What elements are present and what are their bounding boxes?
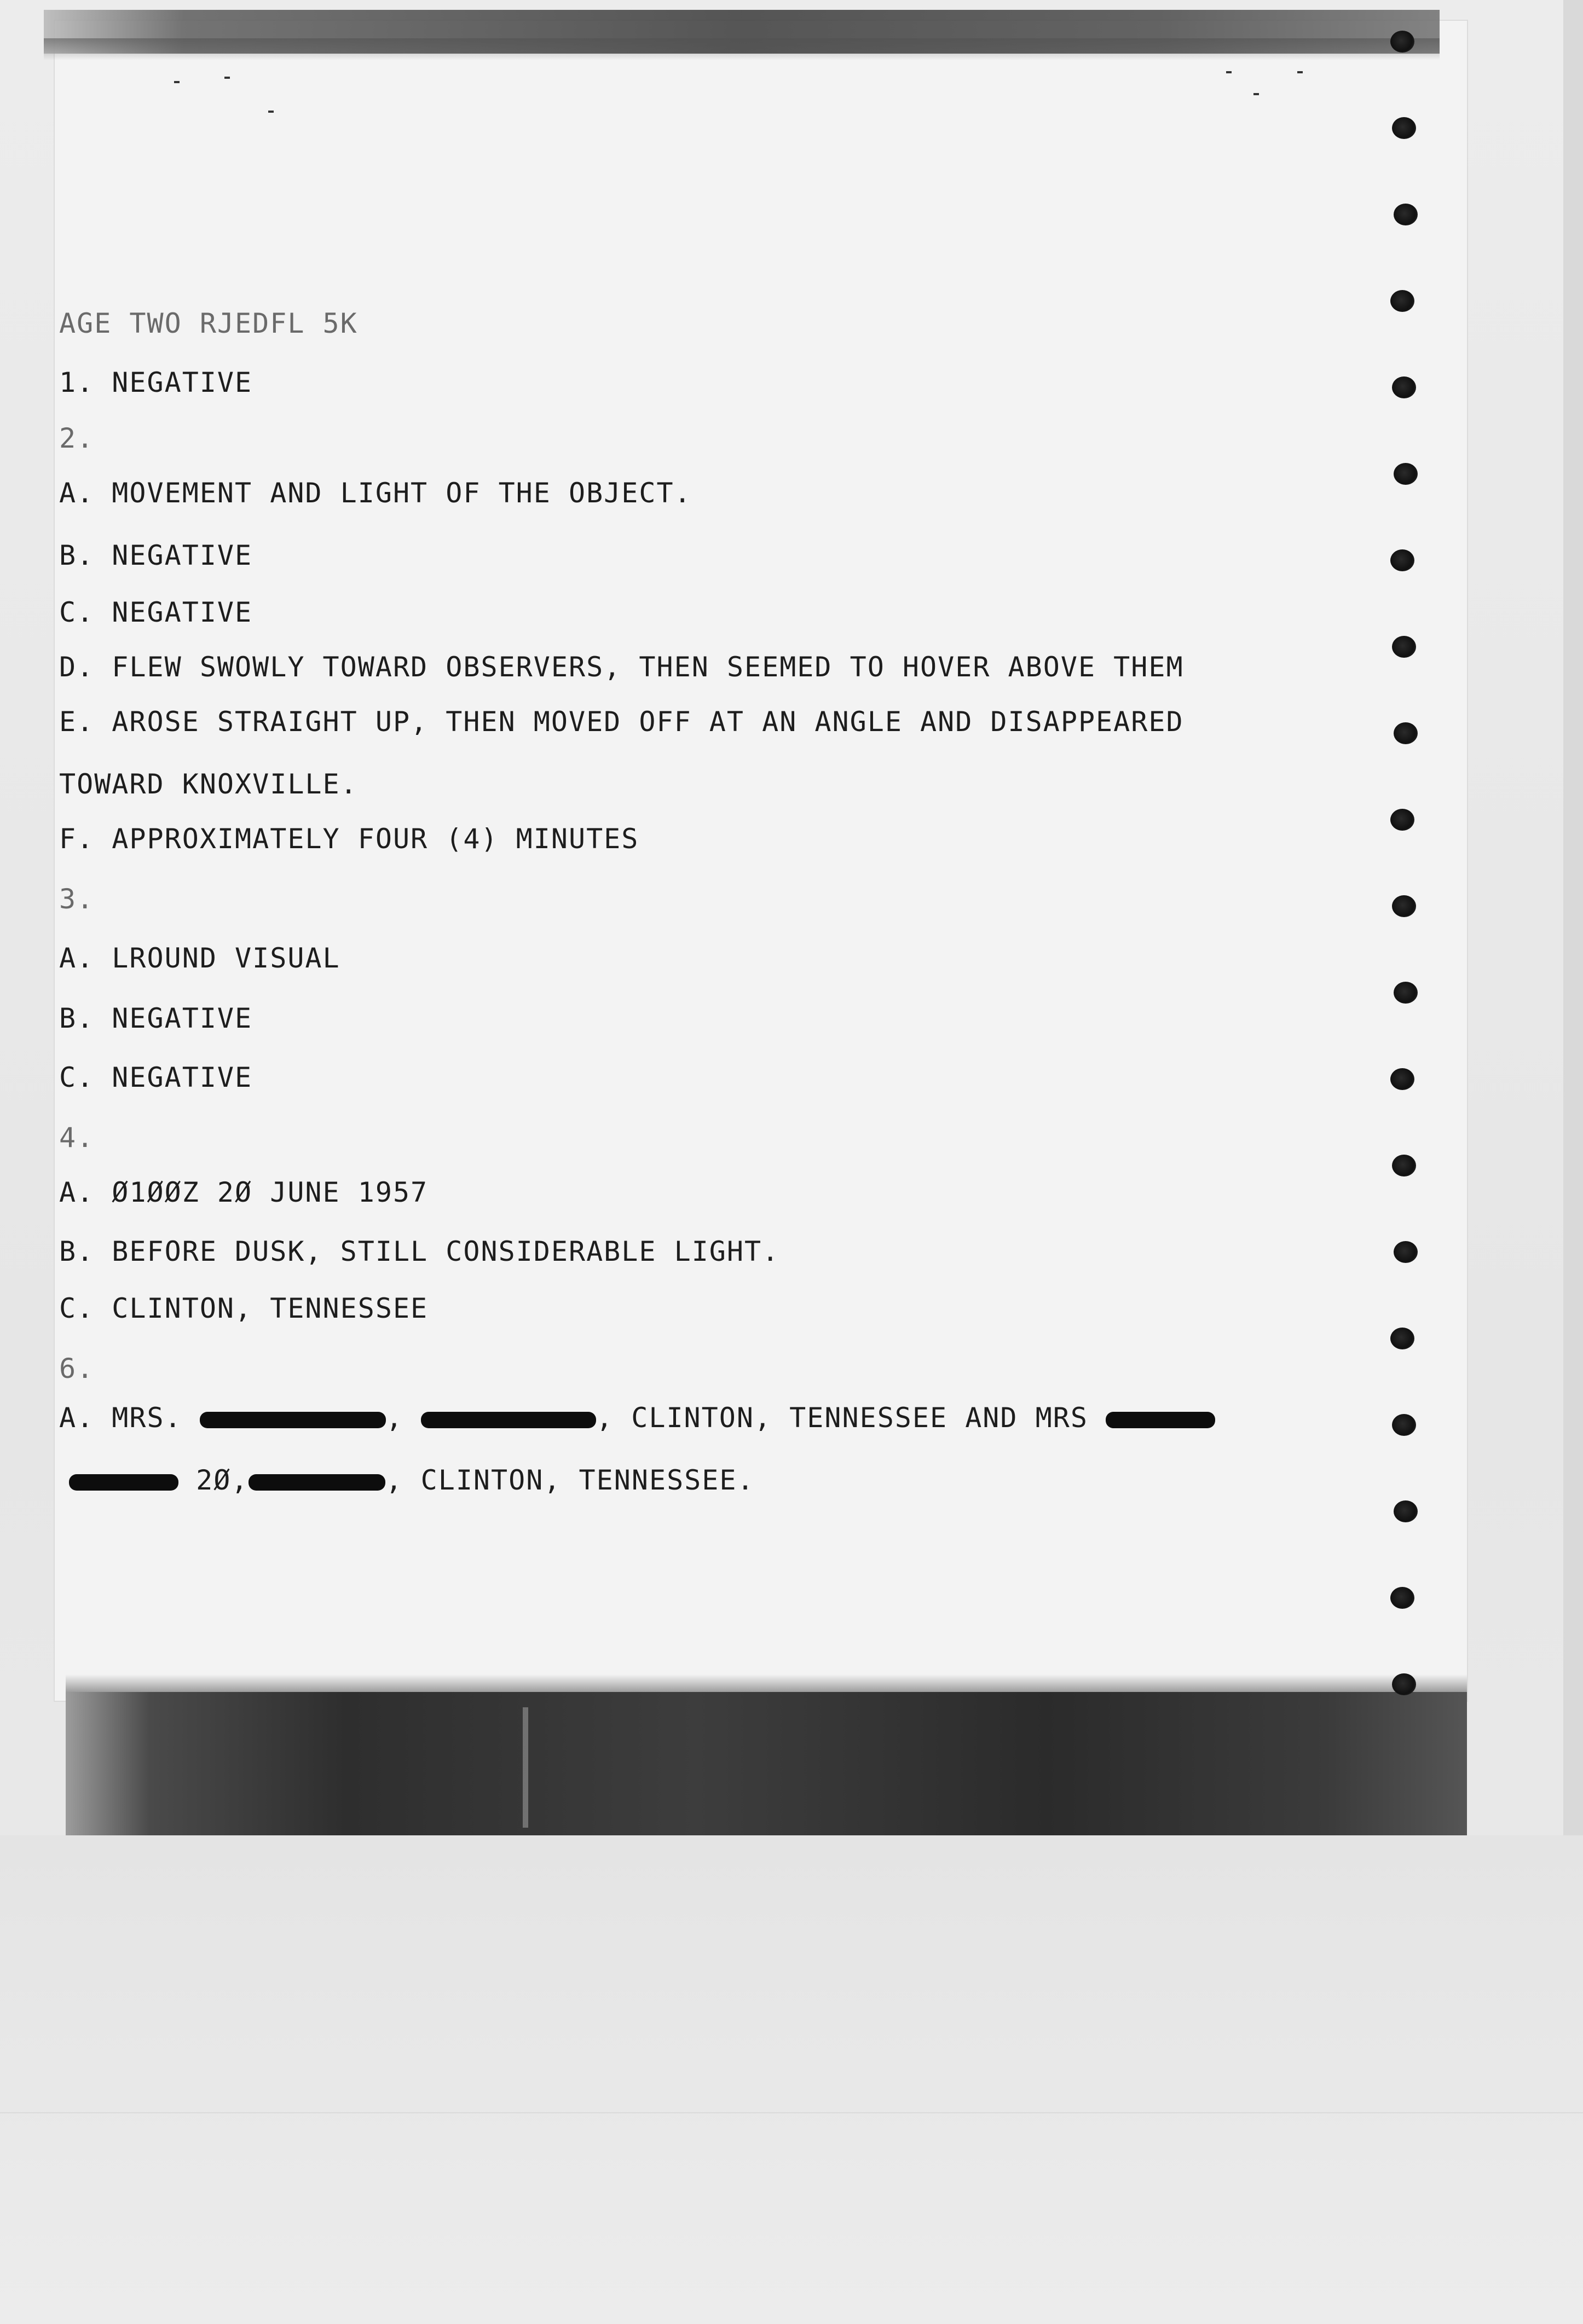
item-4: 4. (59, 1122, 95, 1154)
redaction-bar (249, 1474, 385, 1491)
speck (224, 77, 230, 79)
sprocket-hole (1394, 1500, 1418, 1522)
speck (1297, 71, 1303, 73)
speck (1226, 71, 1232, 73)
item-3: 3. (59, 883, 95, 915)
item-3b: B. NEGATIVE (59, 1002, 253, 1034)
sprocket-hole (1394, 204, 1418, 225)
witness-suffix: , CLINTON, TENNESSEE AND MRS (596, 1402, 1106, 1434)
redaction-bar (421, 1412, 596, 1428)
speck (174, 81, 180, 83)
sprocket-hole (1394, 722, 1418, 744)
sprocket-hole (1392, 636, 1416, 658)
redaction-bar (69, 1474, 178, 1491)
item-2b: B. NEGATIVE (59, 540, 253, 571)
bottom-band-streak (523, 1707, 528, 1828)
item-2d: D. FLEW SWOWLY TOWARD OBSERVERS, THEN SEEMED TO HOVER ABOVE THEM (59, 651, 1184, 683)
sprocket-hole (1394, 982, 1418, 1004)
item-6a-witness-line (59, 1404, 1215, 1432)
item-6: 6. (59, 1353, 95, 1384)
item-2e-cont: TOWARD KNOXVILLE. (59, 768, 358, 800)
fold-line (0, 2112, 1583, 2113)
lower-backing-area (0, 1835, 1583, 2324)
item-4c: C. CLINTON, TENNESSEE (59, 1293, 429, 1324)
teletype-sheet (55, 21, 1467, 1701)
witness-prefix: A. MRS. (59, 1402, 200, 1434)
sprocket-hole (1390, 1068, 1414, 1090)
redaction-bar (200, 1412, 386, 1428)
bottom-dark-band (66, 1692, 1467, 1835)
witness-separator: , (385, 1402, 421, 1434)
witness2-suffix: , CLINTON, TENNESSEE. (385, 1464, 755, 1496)
item-3c: C. NEGATIVE (59, 1062, 253, 1093)
item-4b: B. BEFORE DUSK, STILL CONSIDERABLE LIGHT. (59, 1236, 780, 1267)
speck (1253, 93, 1259, 95)
top-edge-shadow (44, 38, 1440, 60)
speck (268, 111, 274, 113)
page-header: AGE TWO RJEDFL 5K (59, 308, 358, 339)
sprocket-hole (1394, 463, 1418, 485)
sprocket-hole (1392, 895, 1416, 917)
item-2a: A. MOVEMENT AND LIGHT OF THE OBJECT. (59, 477, 692, 509)
sprocket-hole (1390, 549, 1414, 571)
item-2c: C. NEGATIVE (59, 596, 253, 628)
sprocket-hole (1390, 290, 1414, 312)
item-4a: A. Ø1ØØZ 2Ø JUNE 1957 (59, 1177, 429, 1208)
sprocket-hole (1392, 1673, 1416, 1695)
item-3a: A. LROUND VISUAL (59, 942, 340, 974)
item-1: 1. NEGATIVE (59, 367, 253, 398)
redaction-bar (1106, 1412, 1215, 1428)
item-2e: E. AROSE STRAIGHT UP, THEN MOVED OFF AT AN ANGLE AND DISAPPEARED (59, 706, 1184, 738)
item-2f: F. APPROXIMATELY FOUR (4) MINUTES (59, 823, 639, 855)
sprocket-hole (1392, 1414, 1416, 1436)
item-6a-witness-line-2 (69, 1464, 755, 1496)
witness2-middle: 2Ø, (178, 1464, 249, 1496)
item-2: 2. (59, 422, 95, 454)
sprocket-hole (1390, 809, 1414, 831)
sprocket-hole (1394, 1241, 1418, 1263)
sprocket-hole (1390, 1587, 1414, 1609)
sprocket-hole (1392, 1155, 1416, 1177)
sprocket-hole (1390, 31, 1414, 53)
sprocket-hole (1392, 376, 1416, 398)
sprocket-hole (1392, 117, 1416, 139)
sprocket-hole (1390, 1328, 1414, 1349)
